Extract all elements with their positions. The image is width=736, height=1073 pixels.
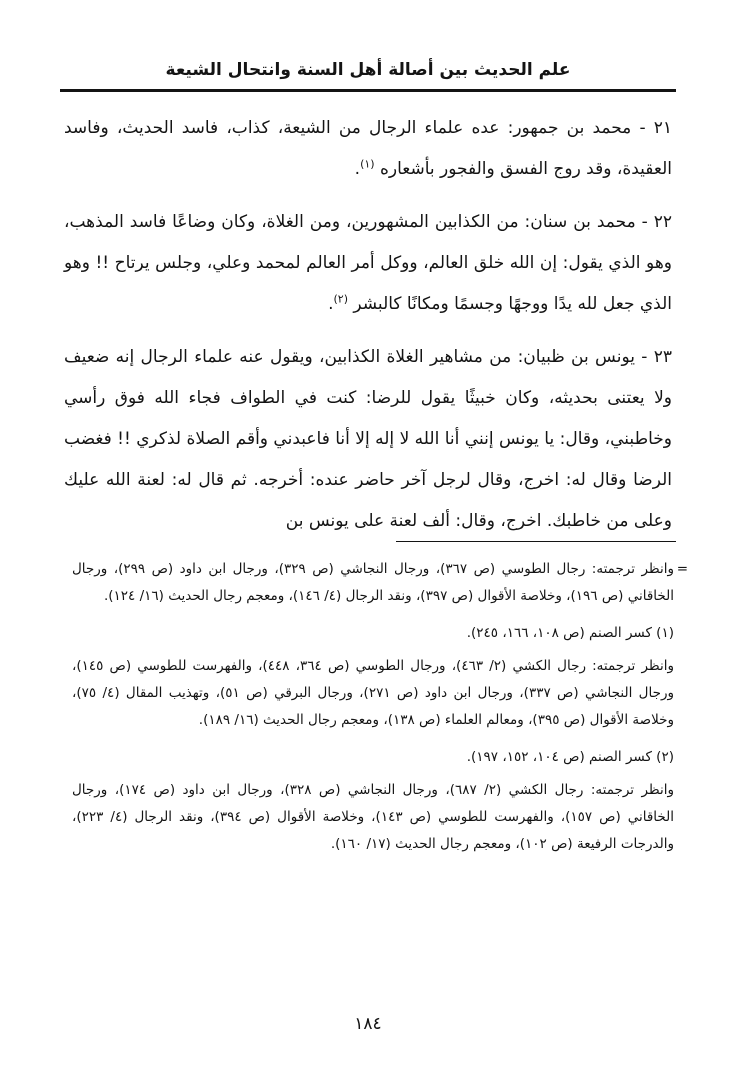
entry-text: ٢٣ - يونس بن ظبيان: من مشاهير الغلاة الكذابين، ويقول عنه علماء الرجال إنه ضعيف ولا يعتنى بحديثه، وكان خبيثًا يقول للرضا: كنت في الطواف فجاء الله فوق رأسي وخاطبني، وقال: يا يونس إنني أنا الله لا إله إلا أنا فاعبدني وأقم الصلاة لذكري !! فغضب الرضا وقال له: اخرج، وقال لرجل آخر حاضر عنده: أخرجه. ثم قال له: لعنة الله عليك وعلى من خاطبك. اخرج، وقال: ألف لعنة على يونس بن (64, 347, 672, 531)
entry-text: ٢٢ - محمد بن سنان: من الكذابين المشهورين، ومن الغلاة، وكان وضاعًا فاسد المذهب، وهو الذي يقول: إن الله خلق العالم، ووكل أمر العالم لمحمد وعلي، وجلس يرتاح !! وهو الذي جعل لله يدًا ووجهًا وجسمًا ومكانًا كالبشر (64, 212, 672, 314)
entry-end: . (354, 159, 361, 179)
continuation-mark: = (676, 561, 688, 577)
page-number: ١٨٤ (354, 1014, 382, 1034)
entry-text: ٢١ - محمد بن جمهور: عده علماء الرجال من الشيعة، كذاب، فاسد الحديث، وفاسد العقيدة، وقد روج الفسق والفجور بأشعاره (64, 118, 672, 179)
footnote-citation: (١) كسر الصنم (ص ١٠٨، ١٦٦، ٢٤٥). (466, 625, 674, 641)
footnote-ref: (١) (360, 157, 375, 171)
main-text (64, 108, 672, 542)
footnote-detail: وانظر ترجمته: رجال الكشي (٢/ ٦٨٧)، ورجال النجاشي (ص ٣٢٨)، ورجال ابن داود (ص ١٧٤)، ورجال الخاقاني (ص ١٥٧)، والفهرست للطوسي (ص ١٤٣)، وخلاصة الأقوال (ص ٣٩٤)، ونقد الرجال (٤/ ٢٢٣)، والدرجات الرفيعة (ص ١٠٢)، ومعجم رجال الحديث (١٧/ ١٦٠). (72, 782, 674, 852)
entry-paragraph (64, 337, 672, 542)
entry-end: . (328, 294, 334, 314)
footnotes (72, 556, 688, 858)
footnote-citation: (٢) كسر الصنم (ص ١٠٤، ١٥٢، ١٩٧). (466, 749, 674, 765)
footnote-continuation-text: وانظر ترجمته: رجال الطوسي (ص ٣٦٧)، ورجال النجاشي (ص ٣٢٩)، ورجال ابن داود (ص ٢٩٩)، ورجال الخاقاني (ص ١٩٦)، وخلاصة الأقوال (ص ٣٩٧)، ونقد الرجال (٤/ ١٤٦)، ومعجم رجال الحديث (١٦/ ١٢٤). (72, 561, 675, 604)
footnote-ref: (٢) (333, 292, 348, 306)
entry-paragraph (64, 202, 672, 325)
footnote-rule (396, 541, 676, 542)
running-header-title: علم الحديث بين أصالة أهل السنة وانتحال الشيعة (165, 60, 571, 80)
footnote-continuation (72, 556, 688, 610)
header-rule (60, 89, 676, 92)
footnote-detail: وانظر ترجمته: رجال الكشي (٢/ ٤٦٣)، ورجال الطوسي (ص ٣٦٤، ٤٤٨)، والفهرست للطوسي (ص ١٤٥)، ورجال النجاشي (ص ٣٣٧)، ورجال ابن داود (ص ٢٧١)، ورجال البرقي (ص ٥١)، وتهذيب المقال (٤/ ٧٥)، وخلاصة الأقوال (ص ٣٩٥)، ومعالم العلماء (ص ١٣٨)، ومعجم رجال الحديث (١٦/ ١٨٩). (72, 658, 674, 728)
entry-paragraph (64, 108, 672, 190)
